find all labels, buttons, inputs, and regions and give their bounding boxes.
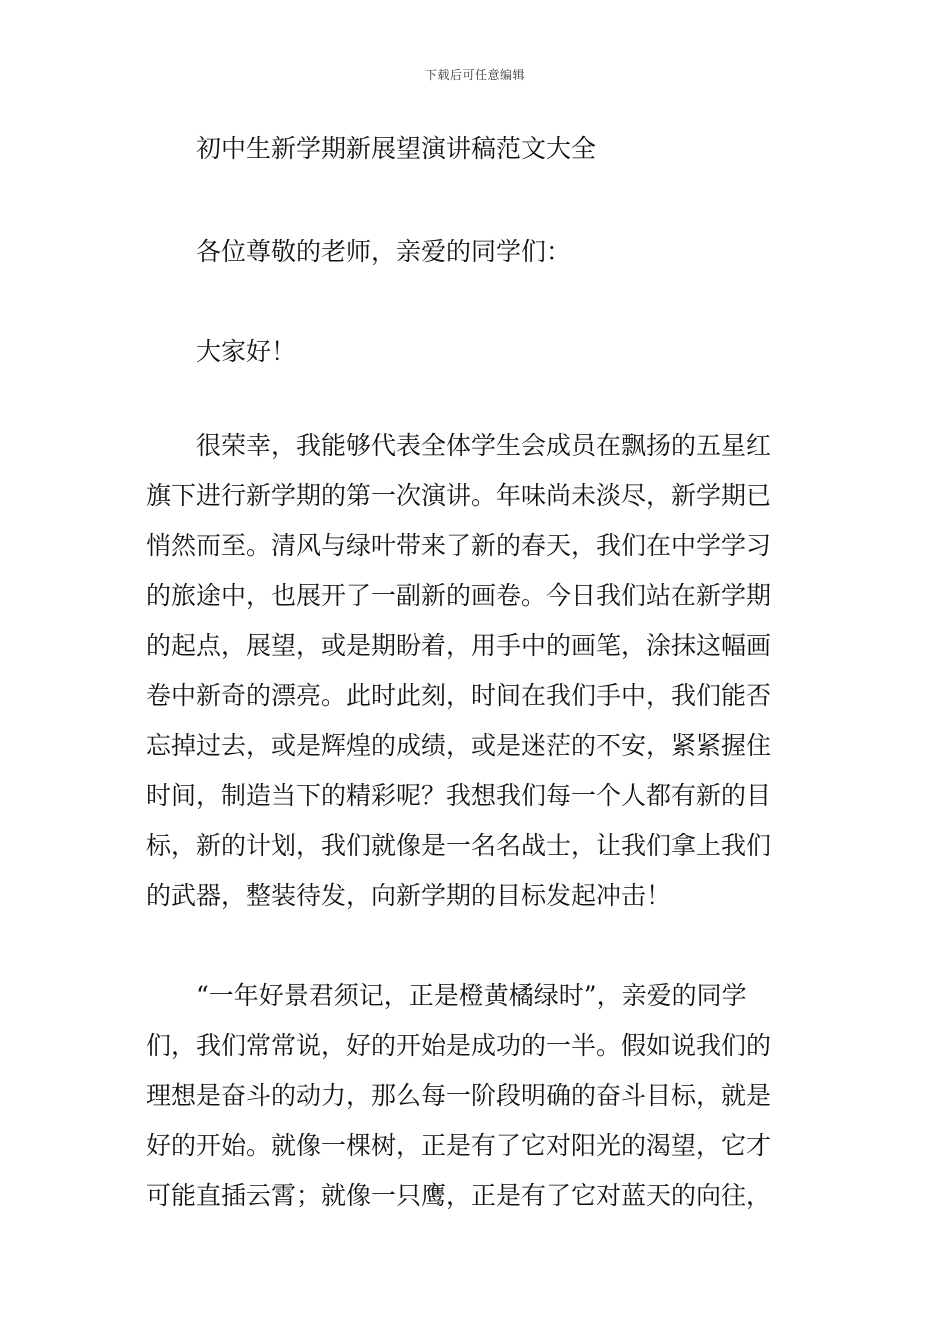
paragraph-line: 理想是奋斗的动力，那么每一阶段明确的奋斗目标，就是: [146, 1081, 772, 1110]
header-note: 下载后可任意编辑: [424, 68, 525, 82]
paragraph-line: 标，新的计划，我们就像是一名名战士，让我们拿上我们: [146, 831, 772, 860]
salutation: 各位尊敬的老师，亲爱的同学们：: [196, 237, 572, 266]
paragraph-line: 卷中新奇的漂亮。此时此刻，时间在我们手中，我们能否: [146, 681, 772, 710]
paragraph-2: [146, 971, 811, 1221]
paragraph-line: “一年好景君须记，正是橙黄橘绿时”，亲爱的同学: [196, 981, 747, 1010]
paragraph-1: [146, 421, 811, 921]
paragraph-line: 忘掉过去，或是辉煌的成绩，或是迷茫的不安，紧紧握住: [146, 731, 772, 760]
paragraph-line: 的起点，展望，或是期盼着，用手中的画笔，涂抹这幅画: [146, 631, 772, 660]
paragraph-line: 可能直插云霄；就像一只鹰，正是有了它对蓝天的向往，: [146, 1181, 772, 1210]
paragraph-line: 时间，制造当下的精彩呢？我想我们每一个人都有新的目: [146, 781, 772, 810]
document-title: 初中生新学期新展望演讲稿范文大全: [196, 134, 597, 163]
greeting: 大家好！: [196, 337, 297, 366]
paragraph-line: 们，我们常常说，好的开始是成功的一半。假如说我们的: [146, 1031, 772, 1060]
paragraph-line: 很荣幸，我能够代表全体学生会成员在飘扬的五星红: [196, 431, 772, 460]
paragraph-line: 好的开始。就像一棵树，正是有了它对阳光的渴望，它才: [146, 1131, 772, 1160]
paragraph-line: 的武器，整装待发，向新学期的目标发起冲击！: [146, 881, 672, 910]
paragraph-line: 悄然而至。清风与绿叶带来了新的春天，我们在中学学习: [146, 531, 772, 560]
paragraph-line: 旗下进行新学期的第一次演讲。年味尚未淡尽，新学期已: [146, 481, 772, 510]
paragraph-line: 的旅途中，也展开了一副新的画卷。今日我们站在新学期: [146, 581, 772, 610]
